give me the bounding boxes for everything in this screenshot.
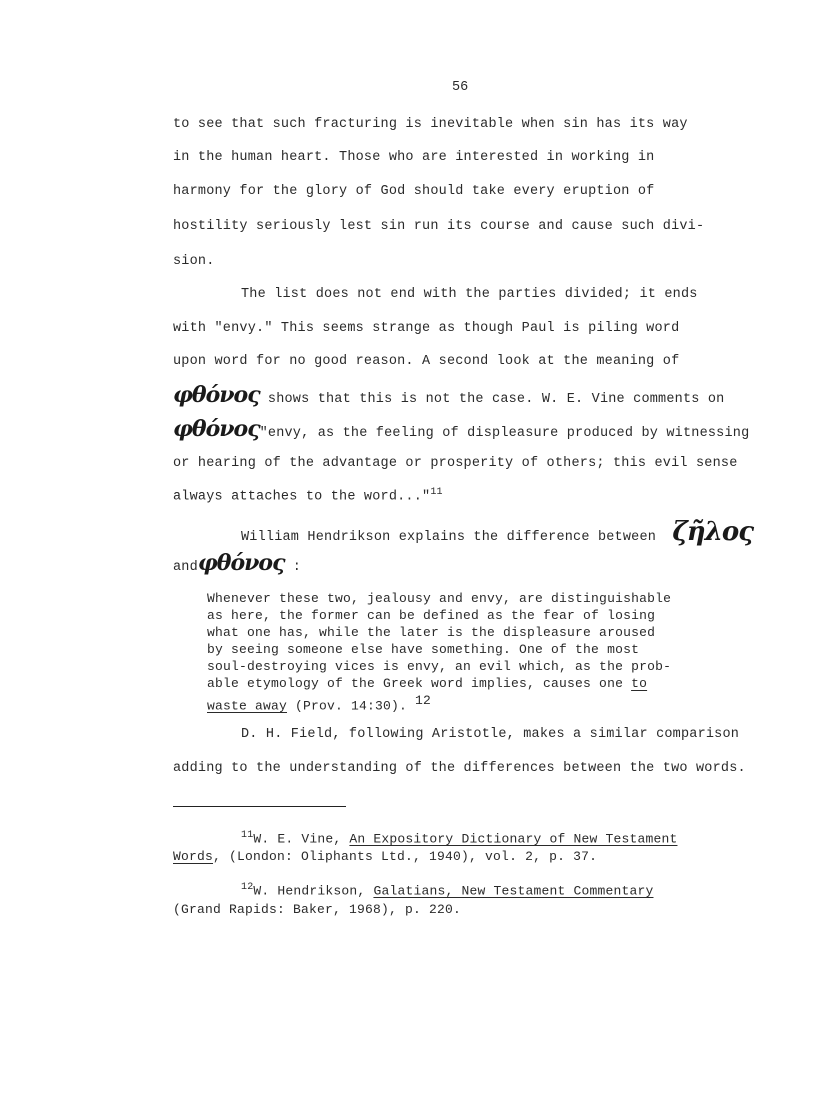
body-line (241, 517, 753, 547)
greek-phthonos-handwritten: φθόνος (173, 382, 260, 408)
greek-zelos-handwritten: ζῆλος (672, 517, 754, 547)
body-line: harmony for the glory of God should take every eruption of (173, 184, 655, 199)
body-line: D. H. Field, following Aristotle, makes a similar comparison (241, 727, 740, 742)
quote-text: (Prov. 14:30). (287, 698, 416, 714)
body-line-text: "envy, as the feeling of displeasure produced by witnessing (259, 426, 750, 441)
footnote-number: 12 (241, 882, 254, 893)
footnote-title: An Expository Dictionary of New Testament (349, 831, 678, 847)
footnote-ref: 11 (430, 487, 443, 498)
quote-line (207, 693, 431, 713)
body-line (173, 382, 724, 408)
body-line-text: William Hendrikson explains the difference between (241, 530, 657, 545)
body-line: to see that such fracturing is inevitable when sin has its way (173, 117, 688, 132)
body-line (173, 416, 749, 442)
greek-phthonos-handwritten: φθόνος (173, 416, 260, 442)
body-line: hostility seriously lest sin run its course and cause such divi- (173, 219, 705, 234)
footnote-ref: 12 (415, 693, 432, 708)
footnote-number: 11 (241, 830, 254, 841)
quote-line: by seeing someone else have something. One of the most (207, 642, 640, 657)
body-line: with "envy." This seems strange as though Paul is piling word (173, 321, 680, 336)
body-line: adding to the understanding of the differences between the two words. (173, 761, 746, 776)
greek-phthonos-handwritten: φθόνος (197, 550, 285, 576)
footnote-11-cont (173, 849, 597, 864)
footnote-title: Words (173, 849, 214, 864)
footnote-text: W. Hendrikson, (253, 883, 374, 899)
body-line-text: always attaches to the word..." (173, 489, 431, 505)
quote-line: soul-destroying vices is envy, an evil which, as the prob- (207, 659, 672, 674)
footnote-text: , (London: Oliphants Ltd., 1940), vol. 2, p. 37. (213, 849, 598, 864)
quote-line: what one has, while the later is the displeasure aroused (207, 625, 656, 640)
body-line (173, 550, 301, 576)
body-line: sion. (173, 254, 215, 269)
quote-line (207, 676, 647, 691)
body-line: upon word for no good reason. A second look at the meaning of (173, 354, 680, 369)
footnote-text: W. E. Vine, (253, 831, 350, 847)
footnote-12-cont: (Grand Rapids: Baker, 1968), p. 220. (173, 902, 462, 917)
footnote-divider (173, 806, 346, 807)
quote-line: as here, the former can be defined as the fear of losing (207, 608, 656, 623)
quote-underlined: to (631, 676, 648, 691)
quote-underlined: waste away (207, 698, 288, 714)
body-line: or hearing of the advantage or prosperity of others; this evil sense (173, 456, 738, 471)
quote-text: able etymology of the Greek word implies, causes one (207, 676, 632, 691)
body-line: The list does not end with the parties divided; it ends (241, 287, 698, 302)
footnote-11 (241, 830, 677, 846)
footnote-12 (241, 882, 653, 898)
quote-line: Whenever these two, jealousy and envy, are distinguishable (207, 591, 672, 606)
page-number: 56 (452, 80, 469, 95)
body-line-text: shows that this is not the case. W. E. Vine comments on (259, 392, 725, 407)
body-line-text: : (284, 560, 302, 575)
footnote-title: Galatians, New Testament Commentary (373, 883, 654, 899)
body-line: in the human heart. Those who are interested in working in (173, 150, 655, 165)
body-line-text: and (173, 560, 198, 575)
body-line (173, 487, 443, 505)
